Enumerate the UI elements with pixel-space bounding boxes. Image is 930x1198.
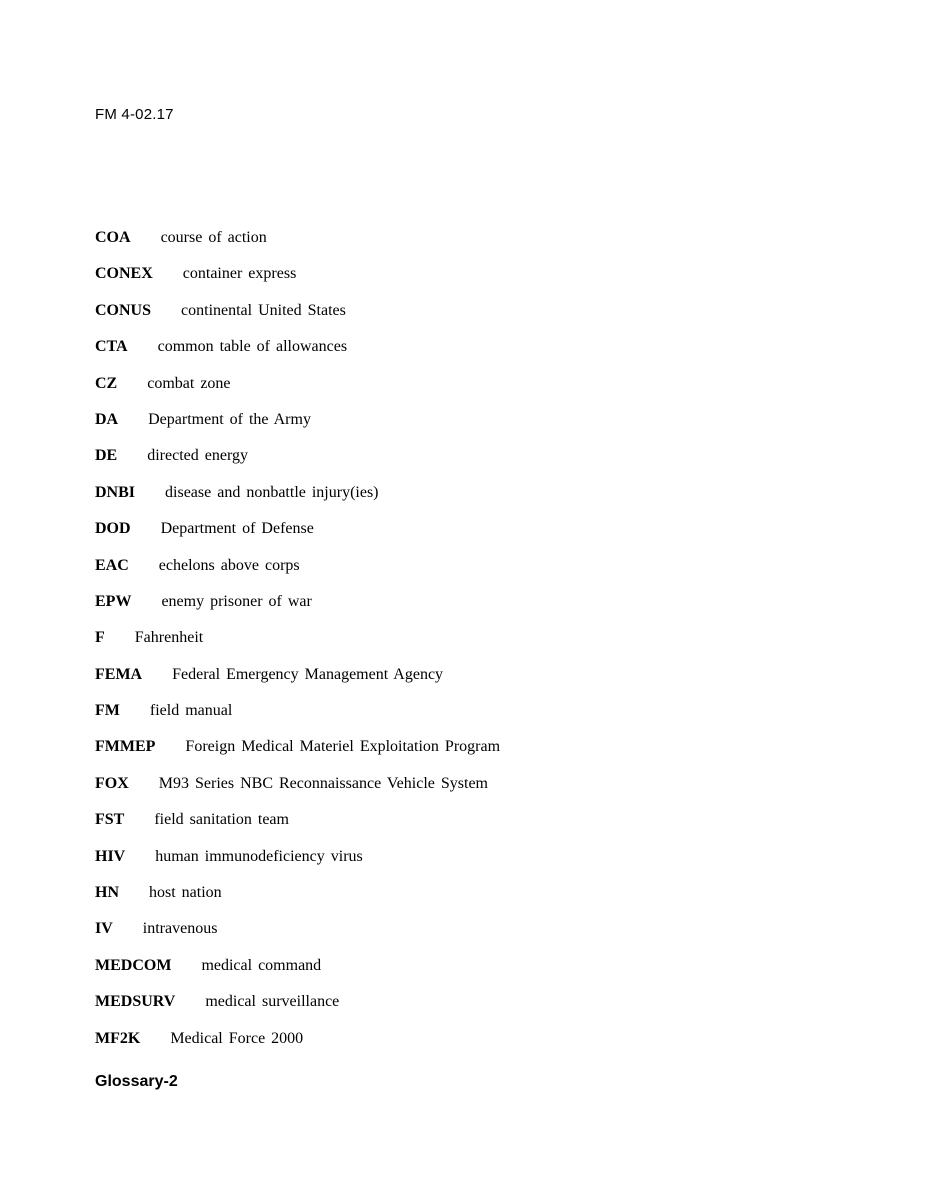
glossary-entry xyxy=(95,331,500,367)
glossary-definition: Department of Defense xyxy=(160,520,314,538)
glossary-term: MF2K xyxy=(95,1029,141,1047)
glossary-definition: common table of allowances xyxy=(157,338,348,356)
glossary-entry xyxy=(95,1023,500,1059)
glossary-term: IV xyxy=(95,920,113,938)
glossary-term: MEDSURV xyxy=(95,993,176,1011)
glossary-definition: Department of the Army xyxy=(148,410,311,428)
glossary-definition: host nation xyxy=(149,884,222,902)
glossary-term: EPW xyxy=(95,592,132,610)
glossary-definition: enemy prisoner of war xyxy=(161,592,312,610)
glossary-entry xyxy=(95,804,500,840)
glossary-entry xyxy=(95,404,500,440)
glossary-definition: field manual xyxy=(149,702,233,720)
glossary-term: FOX xyxy=(95,774,129,792)
glossary-term: EAC xyxy=(95,556,129,574)
glossary-entry xyxy=(95,477,500,513)
glossary-term: COA xyxy=(95,229,131,246)
glossary-definition: Federal Emergency Management Agency xyxy=(172,665,444,683)
glossary-entry xyxy=(95,841,500,877)
glossary-definition: Fahrenheit xyxy=(134,629,204,647)
glossary-definition: combat zone xyxy=(147,374,231,392)
glossary-definition: echelons above corps xyxy=(158,556,300,574)
glossary-term: DNBI xyxy=(95,483,136,501)
glossary-definition: medical command xyxy=(201,956,322,974)
glossary-definition: Medical Force 2000 xyxy=(170,1029,304,1047)
glossary-term: DE xyxy=(95,447,118,465)
glossary-entry xyxy=(95,877,500,913)
glossary-entry xyxy=(95,913,500,949)
glossary-entry xyxy=(95,550,500,586)
glossary-term: CZ xyxy=(95,374,118,392)
glossary-term: FST xyxy=(95,811,125,829)
glossary-definition: container express xyxy=(182,265,297,283)
glossary-term: MEDCOM xyxy=(95,956,172,974)
glossary-definition: continental United States xyxy=(181,301,346,319)
glossary-definition: M93 Series NBC Reconnaissance Vehicle System xyxy=(158,774,488,792)
glossary-definition: course of action xyxy=(160,229,267,246)
glossary-entry xyxy=(95,440,500,476)
glossary-definition: human immunodeficiency virus xyxy=(155,847,363,865)
glossary-entry xyxy=(95,695,500,731)
glossary-term: FM xyxy=(95,702,120,720)
glossary-definition: disease and nonbattle injury(ies) xyxy=(165,483,379,501)
glossary-entry xyxy=(95,768,500,804)
glossary-entry xyxy=(95,258,500,294)
glossary-term: DOD xyxy=(95,520,131,538)
glossary-entry xyxy=(95,986,500,1022)
glossary-entry xyxy=(95,622,500,658)
glossary-term: FEMA xyxy=(95,665,143,683)
glossary-term: HN xyxy=(95,884,119,902)
document-id-header: FM 4-02.17 xyxy=(95,106,174,123)
glossary-entry xyxy=(95,659,500,695)
glossary-definition: intravenous xyxy=(142,920,218,938)
glossary-term: DA xyxy=(95,410,119,428)
glossary-term: CONEX xyxy=(95,265,153,283)
glossary-list xyxy=(95,222,500,1059)
glossary-entry xyxy=(95,513,500,549)
glossary-term: F xyxy=(95,629,105,647)
glossary-term: FMMEP xyxy=(95,738,156,756)
glossary-definition: Foreign Medical Materiel Exploitation Program xyxy=(185,738,501,756)
glossary-term: CTA xyxy=(95,338,128,356)
glossary-entry xyxy=(95,950,500,986)
page-number-footer: Glossary-2 xyxy=(95,1073,178,1090)
glossary-entry xyxy=(95,368,500,404)
glossary-definition: directed energy xyxy=(147,447,248,465)
glossary-entry xyxy=(95,222,500,258)
glossary-entry xyxy=(95,295,500,331)
glossary-term: CONUS xyxy=(95,301,152,319)
glossary-term: HIV xyxy=(95,847,126,865)
glossary-definition: medical surveillance xyxy=(205,993,340,1011)
glossary-entry xyxy=(95,731,500,767)
glossary-definition: field sanitation team xyxy=(154,811,289,829)
glossary-entry xyxy=(95,586,500,622)
